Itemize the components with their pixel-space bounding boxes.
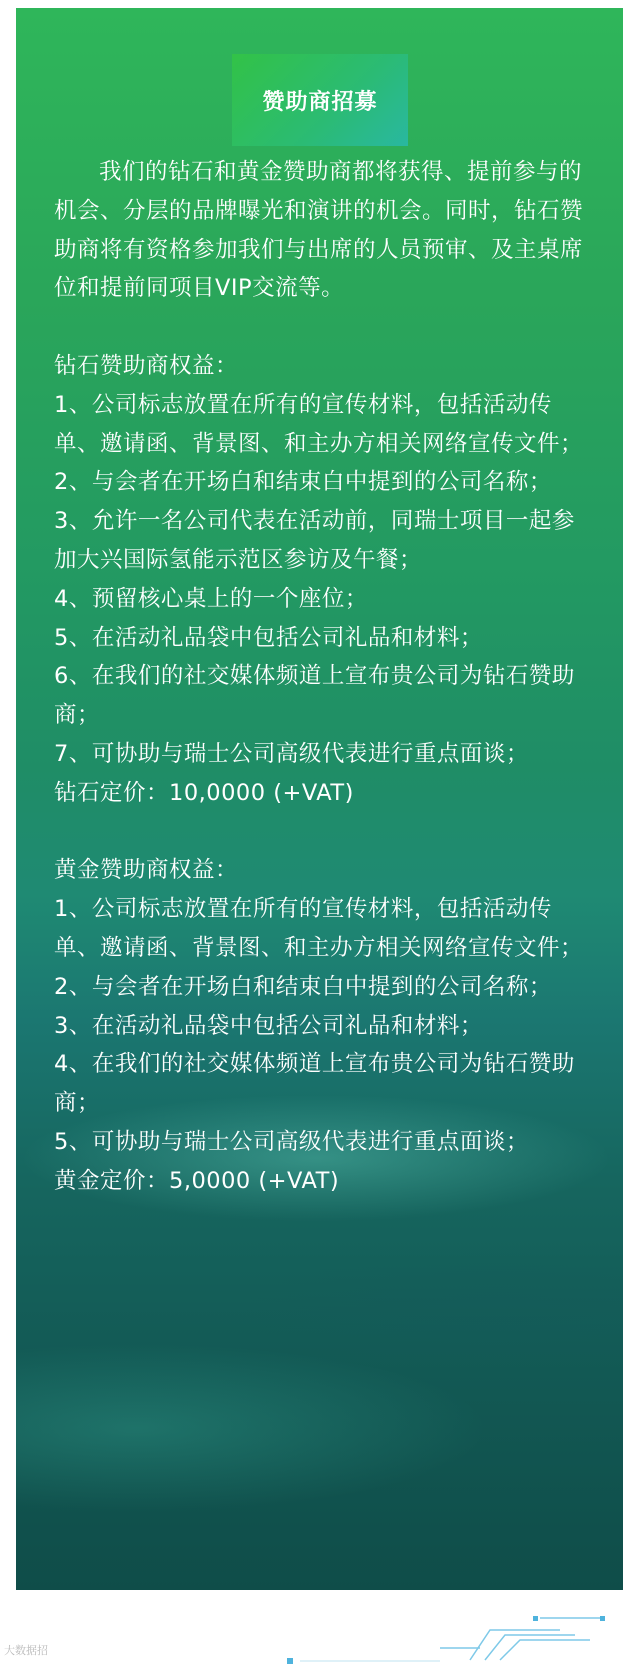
diamond-benefit-1: 1、公司标志放置在所有的宣传材料，包括活动传单、邀请函、背景图、和主办方相关网络宣传文件；: [54, 391, 584, 457]
page-title: 赞助商招募: [262, 89, 378, 115]
spacer: [54, 308, 594, 347]
gold-benefit-5: 5、可协助与瑞士公司高级代表进行重点面谈；: [54, 1128, 529, 1155]
gold-benefit-1: 1、公司标志放置在所有的宣传材料，包括活动传单、邀请函、背景图、和主办方相关网络宣传文件；: [54, 896, 584, 961]
sponsor-poster: [16, 8, 623, 1590]
gold-section: [54, 851, 594, 1200]
diamond-benefit-4: 4、预留核心桌上的一个座位；: [54, 585, 368, 612]
watermark-text: 大数据招: [4, 1644, 48, 1657]
diamond-heading: 钻石赞助商权益：: [54, 352, 239, 379]
poster-content: [54, 153, 594, 1201]
diamond-benefit-5: 5、在活动礼品袋中包括公司礼品和材料；: [54, 624, 483, 651]
diamond-benefit-6: 6、在我们的社交媒体频道上宣布贵公司为钻石赞助商；: [54, 663, 575, 729]
spacer: [54, 813, 594, 852]
diamond-section: [54, 347, 594, 813]
gold-benefit-3: 3、在活动礼品袋中包括公司礼品和材料；: [54, 1012, 483, 1039]
gold-heading: 黄金赞助商权益：: [54, 857, 239, 884]
diamond-benefit-3: 3、允许一名公司代表在活动前，同瑞士项目一起参加大兴国际氢能示范区参访及午餐；: [54, 508, 575, 573]
footer: [0, 1590, 640, 1665]
diamond-price: 钻石定价：10,0000 (+VAT): [54, 779, 354, 806]
circuit-decoration-icon: [0, 1590, 640, 1665]
diamond-benefit-2: 2、与会者在开场白和结束白中提到的公司名称；: [54, 469, 552, 496]
diamond-benefit-7: 7、可协助与瑞士公司高级代表进行重点面谈；: [54, 740, 529, 767]
gold-benefit-4: 4、在我们的社交媒体频道上宣布贵公司为钻石赞助商；: [54, 1051, 575, 1117]
title-banner: [232, 54, 408, 146]
intro-paragraph: 我们的钻石和黄金赞助商都将获得、提前参与的机会、分层的品牌曝光和演讲的机会。同时，钻石赞助商将有资格参加我们与出席的人员预审、及主桌席位和提前同项目VIP交流等。: [54, 159, 584, 302]
gold-benefit-2: 2、与会者在开场白和结束白中提到的公司名称；: [54, 973, 552, 1000]
gold-price: 黄金定价：5,0000 (+VAT): [54, 1167, 340, 1194]
